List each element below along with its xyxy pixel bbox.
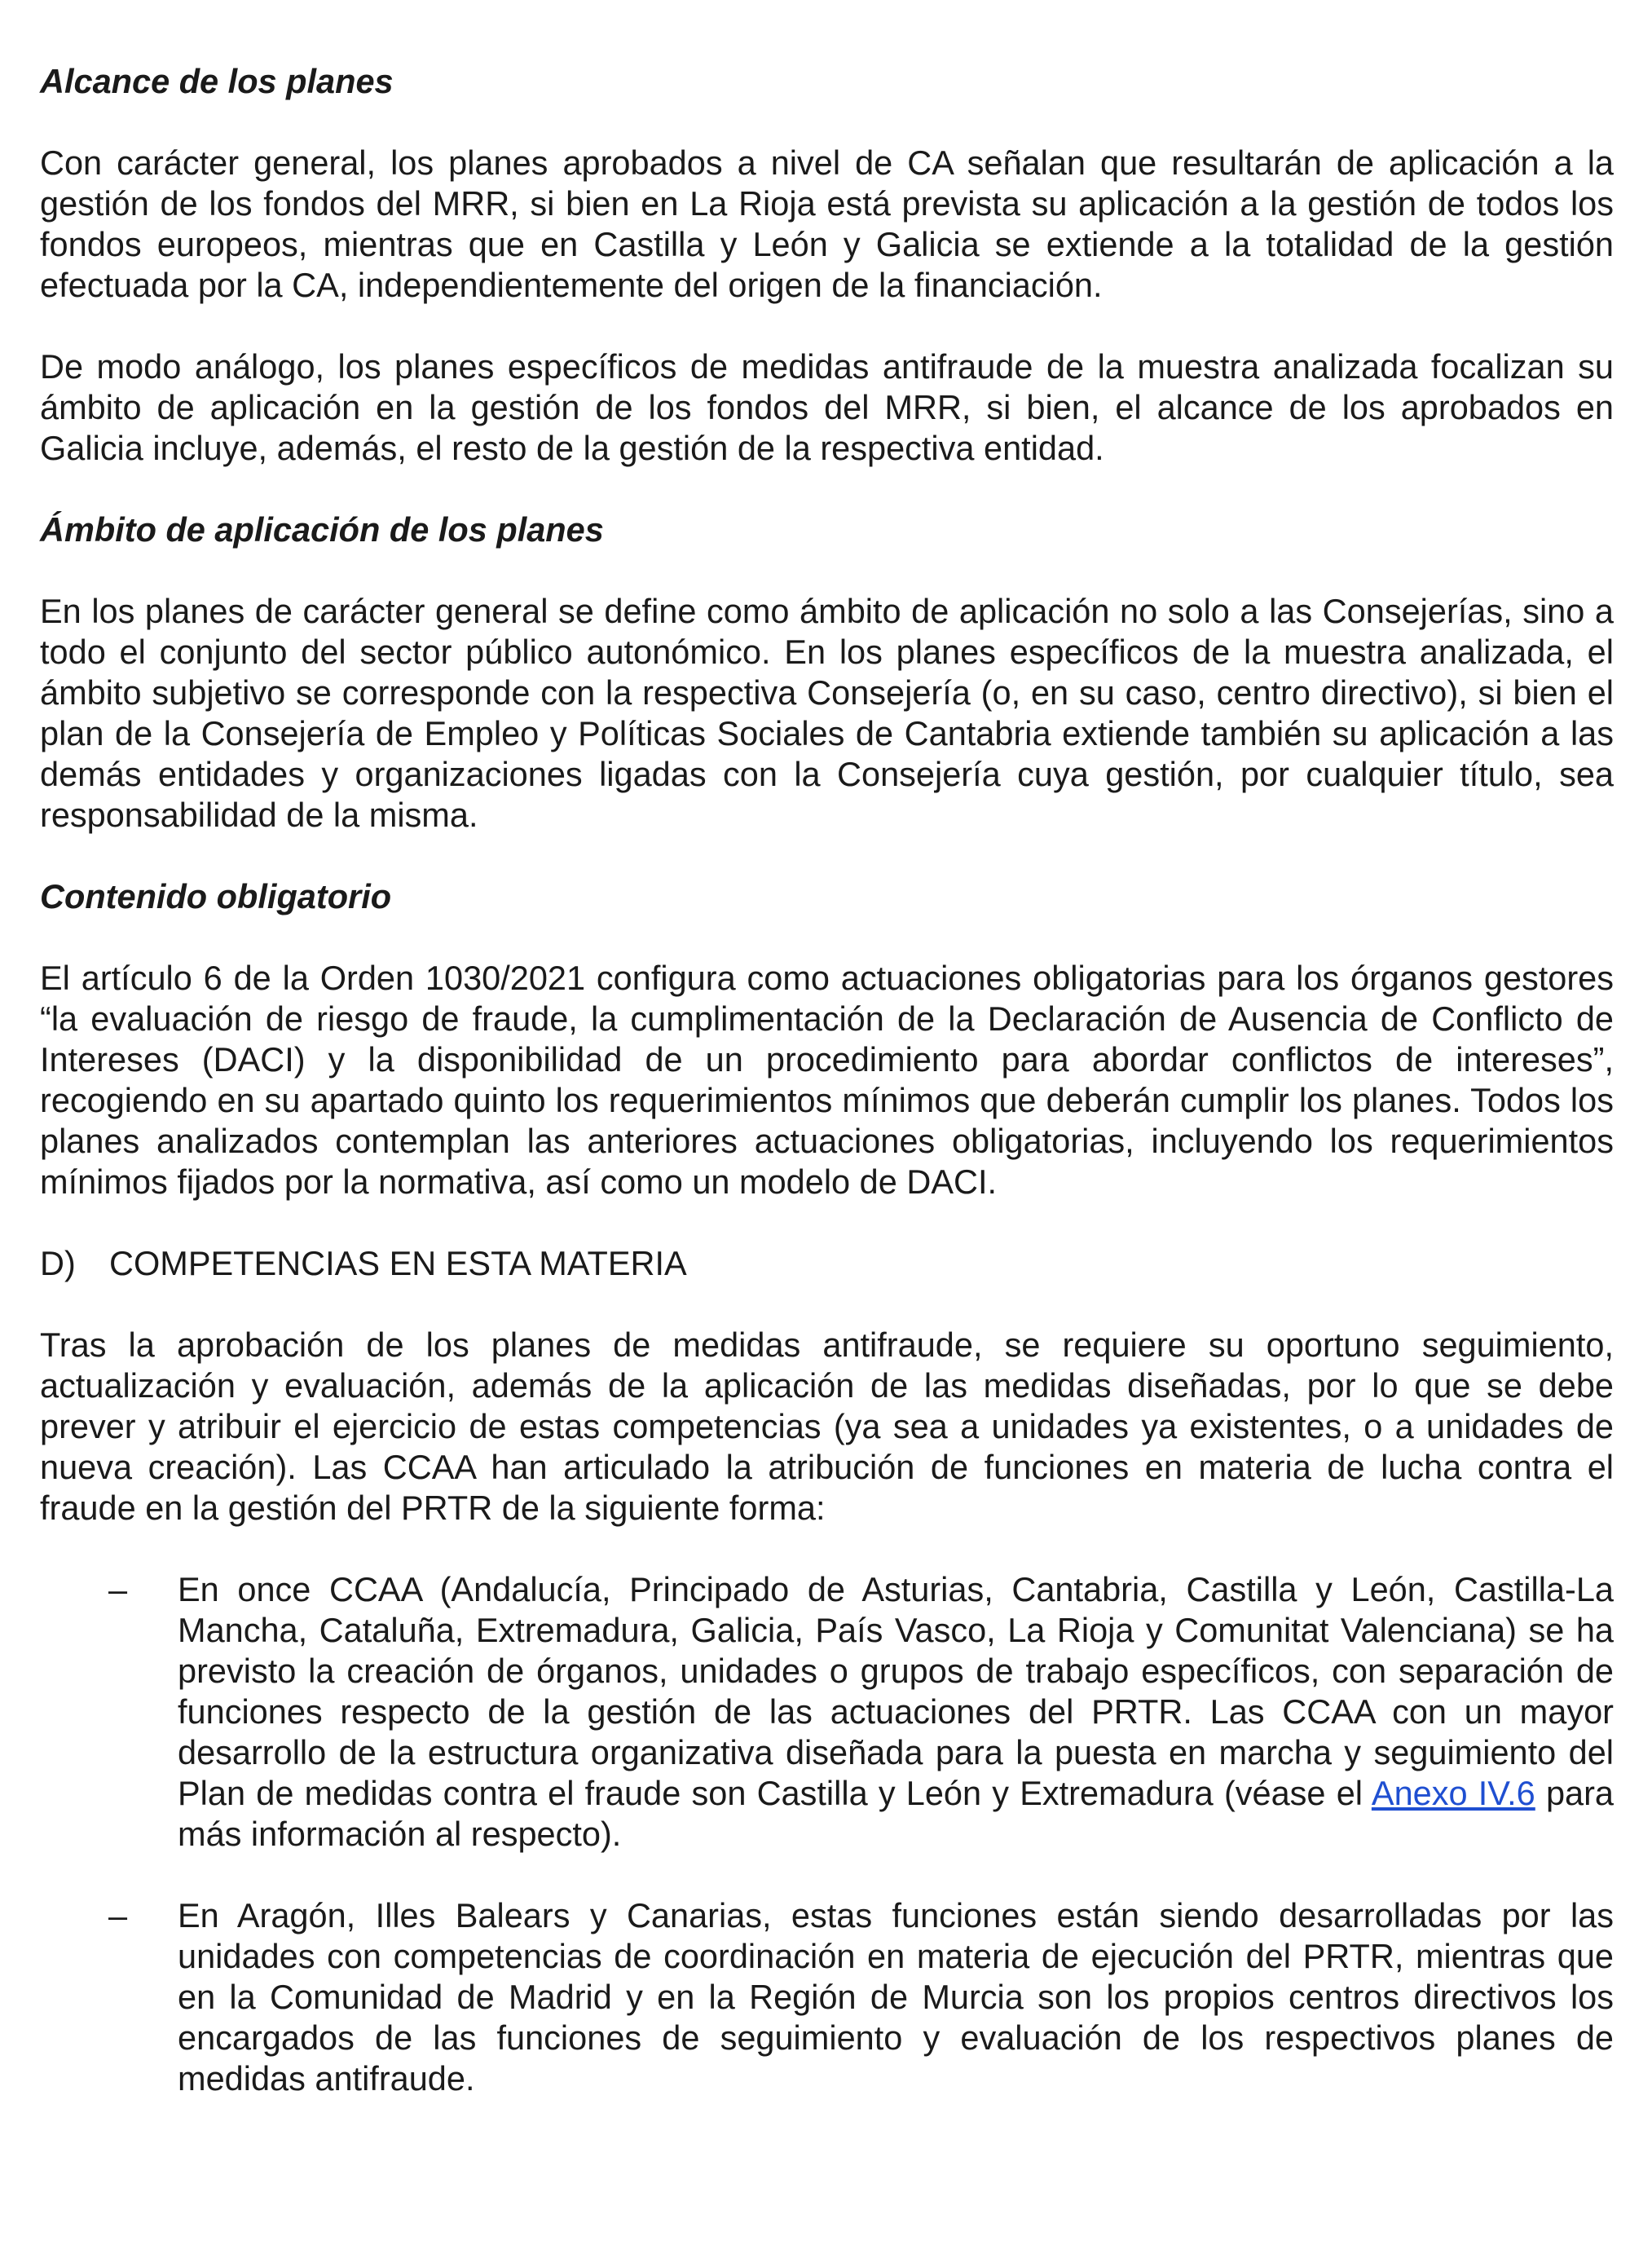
paragraph-contenido-1: El artículo 6 de la Orden 1030/2021 configura como actuaciones obligatorias para los órganos gestores “la evaluación de riesgo de fraude, la cumplimentación de la Declaración de Ausencia de Conflicto de Intereses (DACI) y la disponibilidad de un procedimiento para abordar conflictos de intereses”, recogiendo en su apartado quinto los requerimientos mínimos que deberán cumplir los planes. Todos los planes analizados contemplan las anteriores actuaciones obligatorias, incluyendo los requerimientos mínimos fijados por la normativa, así como un modelo de DACI. xyxy=(40,959,1614,1201)
anexo-link[interactable]: Anexo IV.6 xyxy=(1371,1774,1535,1812)
dash-bullet-icon: – xyxy=(108,1896,128,1934)
heading-contenido: Contenido obligatorio xyxy=(40,877,392,915)
paragraph-ambito-1: En los planes de carácter general se define como ámbito de aplicación no solo a las Consejerías, sino a todo el conjunto del sector público autonómico. En los planes específicos de la muestra analizada, el ámbito subjetivo se corresponde con la respectiva Consejería (o, en su caso, centro directivo), si bien el plan de la Consejería de Empleo y Políticas Sociales de Cantabria extiende también su aplicación a las demás entidades y organizaciones ligadas con la Consejería cuya gestión, por cualquier título, sea responsabilidad de la misma. xyxy=(40,592,1614,834)
list-item-text-part: para más información al respecto). xyxy=(178,1774,1615,1853)
heading-alcance: Alcance de los planes xyxy=(40,62,394,100)
paragraph-alcance-2: De modo análogo, los planes específicos de medidas antifraude de la muestra analizada focalizan su ámbito de aplicación en la gestión de los fondos del MRR, si bien, el alcance de los aprobados en Galicia incluye, además, el resto de la gestión de la respectiva entidad. xyxy=(40,347,1614,467)
list-item-text xyxy=(178,1569,1614,1855)
dash-bullet-icon: – xyxy=(108,1570,128,1608)
list-item xyxy=(40,1569,1614,1855)
paragraph-alcance-1: Con carácter general, los planes aprobados a nivel de CA señalan que resultarán de aplicación a la gestión de los fondos del MRR, si bien en La Rioja está prevista su aplicación a la gestión de todos los fondos europeos, mientras que en Castilla y León y Galicia se extiende a la totalidad de la gestión efectuada por la CA, independientemente del origen de la financiación. xyxy=(40,143,1614,304)
document-body xyxy=(40,61,1614,2140)
list-item xyxy=(40,1895,1614,2099)
heading-ambito: Ámbito de aplicación de los planes xyxy=(40,510,604,549)
section-title-text: COMPETENCIAS EN ESTA MATERIA xyxy=(109,1244,687,1282)
section-title-competencias xyxy=(40,1243,1614,1284)
list-item-text: En Aragón, Illes Balears y Canarias, estas funciones están siendo desarrolladas por las unidades con competencias de coordinación en materia de ejecución del PRTR, mientras que en la Comunidad de Madrid y en la Región de Murcia son los propios centros directivos los encargados de las funciones de seguimiento y evaluación de los respectivos planes de medidas antifraude. xyxy=(178,1896,1614,2098)
list-item-text-part: En once CCAA (Andalucía, Principado de Asturias, Cantabria, Castilla y León, Castilla-La Mancha, Cataluña, Extremadura, Galicia, País Vasco, La Rioja y Comunitat Valenciana) se ha previsto la creación de órganos, unidades o grupos de trabajo específicos, con separación de funciones respecto de la gestión de las actuaciones del PRTR. Las CCAA con un mayor desarrollo de la estructura organizativa diseñada para la puesta en marcha y seguimiento del Plan de medidas contra el fraude son Castilla y León y Extremadura (véase el xyxy=(178,1570,1614,1812)
paragraph-competencias-1: Tras la aprobación de los planes de medidas antifraude, se requiere su oportuno seguimiento, actualización y evaluación, además de la aplicación de las medidas diseñadas, por lo que se debe prever y atribuir el ejercicio de estas competencias (ya sea a unidades ya existentes, o a unidades de nueva creación). Las CCAA han articulado la atribución de funciones en materia de lucha contra el fraude en la gestión del PRTR de la siguiente forma: xyxy=(40,1326,1614,1527)
section-letter: D) xyxy=(40,1244,76,1282)
